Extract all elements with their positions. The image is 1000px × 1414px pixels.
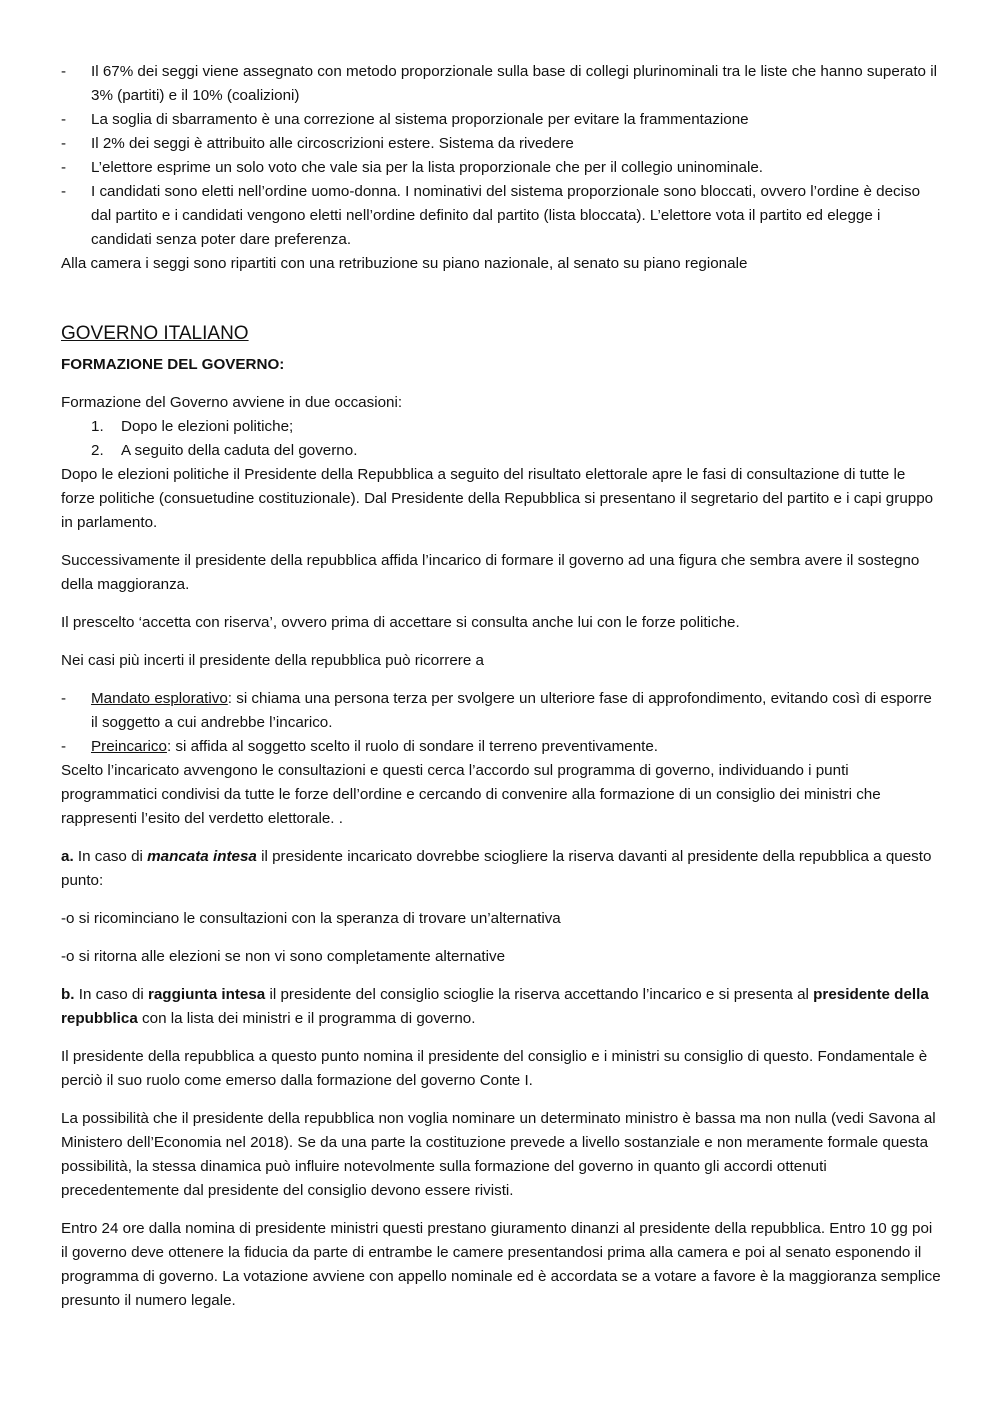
dash-marker: -: [61, 183, 67, 200]
list-item-text: Il 2% dei seggi è attribuito alle circoscrizioni estere. Sistema da rivedere: [91, 135, 574, 152]
paragraph-option-1: -o si ricominciano le consultazioni con la speranza di trovare un’alternativa: [61, 910, 561, 927]
paragraph-dopo: Dopo le elezioni politiche il Presidente della Repubblica a seguito del risultato elettorale apre le fasi di consultazione di tutte le forze politiche (consuetudine costituzionale). Dal Presidente della Repubblica si presentano il segretario del partito e i capi gruppo in parlamento.: [61, 466, 934, 531]
dash-marker: -: [61, 738, 67, 755]
list-item-text: Il 67% dei seggi viene assegnato con metodo proporzionale sulla base di collegi plurinominali tra le liste che hanno superato il 3% (partiti) e il 10% (coalizioni): [91, 63, 937, 104]
list-item-text: La soglia di sbarramento è una correzione al sistema proporzionale per evitare la frammentazione: [91, 111, 749, 128]
section-subheading: FORMAZIONE DEL GOVERNO:: [61, 356, 285, 373]
dash-marker: -: [61, 690, 67, 707]
numbered-list: [61, 415, 941, 463]
list-item-text: I candidati sono eletti nell’ordine uomo-donna. I nominativi del sistema proporzionale sono bloccati, ovvero l’ordine è deciso dal partito e i candidati vengono eletti nell’ordine definito dal partito (lista bloccata). L’elettore vota il partito ed elegge i candidati senza poter dare preferenza.: [91, 183, 921, 248]
list-item: [61, 415, 941, 439]
list-item-text: A seguito della caduta del governo.: [121, 442, 358, 459]
document-page: [61, 60, 941, 1313]
emphasis-mancata-intesa: mancata intesa: [147, 848, 257, 865]
mandate-bullet-list: [61, 687, 941, 759]
dash-marker: -: [61, 159, 67, 176]
term-preincarico: Preincarico: [91, 738, 167, 755]
emphasis-presidente-repubblica: presidente della repubblica: [61, 986, 929, 1027]
list-item: [61, 687, 941, 735]
list-item: [61, 180, 941, 252]
electoral-bullet-list: [61, 60, 941, 252]
list-number: 1.: [91, 418, 104, 435]
paragraph-possibilita: La possibilità che il presidente della repubblica non voglia nominare un determinato ministro è bassa ma non nulla (vedi Savona al Ministero dell’Economia nel 2018). Se da una parte la costituzione prevede a livello sostanziale e non meramente formale questa possibilità, la stessa dinamica può influire notevolmente sulla formazione del governo in quanto gli accordi ottenuti precedentemente dal presidente del consiglio devono essere rivisti.: [61, 1110, 936, 1199]
dash-marker: -: [61, 111, 67, 128]
list-item: [61, 108, 941, 132]
list-item-text: Dopo le elezioni politiche;: [121, 418, 294, 435]
list-item: [61, 132, 941, 156]
list-item: [61, 156, 941, 180]
list-item: [61, 439, 941, 463]
section-heading: GOVERNO ITALIANO: [61, 323, 249, 344]
paragraph-successivamente: Successivamente il presidente della repubblica affida l’incarico di formare il governo ad una figura che sembra avere il sostegno della maggioranza.: [61, 552, 920, 593]
paragraph-case-a: [61, 845, 941, 893]
list-item: [61, 735, 941, 759]
paragraph-entro: Entro 24 ore dalla nomina di presidente ministri questi prestano giuramento dinanzi al presidente della repubblica. Entro 10 gg poi il governo deve ottenere la fiducia da parte di entrambe le camere presentandosi prima alla camera e poi al senato esponendo il programma di governo. La votazione avviene con appello nominale ed è accordata se a votare a favore è la maggioranza semplice presunto il numero legale.: [61, 1220, 941, 1309]
list-item-text: : si affida al soggetto scelto il ruolo di sondare il terreno preventivamente.: [166, 738, 659, 755]
paragraph-casi: Nei casi più incerti il presidente della repubblica può ricorrere a: [61, 652, 484, 669]
paragraph-option-2: -o si ritorna alle elezioni se non vi sono completamente alternative: [61, 948, 506, 965]
list-item-text: : si chiama una persona terza per svolgere un ulteriore fase di approfondimento, evitando così di esporre il soggetto a cui andrebbe l’incarico.: [91, 690, 932, 731]
case-label: b.: [61, 986, 75, 1003]
text-fragment: con la lista dei ministri e il programma di governo.: [137, 1010, 476, 1027]
list-item: [61, 60, 941, 108]
dash-marker: -: [61, 63, 67, 80]
text-fragment: In caso di: [74, 986, 148, 1003]
emphasis-raggiunta-intesa: raggiunta intesa: [147, 986, 266, 1003]
paragraph-camera: Alla camera i seggi sono ripartiti con una retribuzione su piano nazionale, al senato su piano regionale: [61, 255, 748, 272]
list-item-text: L’elettore esprime un solo voto che vale sia per la lista proporzionale che per il collegio uninominale.: [91, 159, 764, 176]
text-fragment: il presidente del consiglio scioglie la riserva accettando l’incarico e si presenta al: [265, 986, 814, 1003]
paragraph-scelto: Scelto l’incaricato avvengono le consultazioni e questi cerca l’accordo sul programma di governo, individuando i punti programmatici condivisi da tutte le forze dell’ordine e cercando di convenire alla formazione di un consiglio dei ministri che rappresenti l’esito del verdetto elettorale. .: [61, 762, 881, 827]
paragraph-case-b: [61, 983, 941, 1031]
paragraph-nomina: Il presidente della repubblica a questo punto nomina il presidente del consiglio e i ministri su consiglio di questo. Fondamentale è perciò il suo ruolo come emerso dalla formazione del governo Conte I.: [61, 1048, 928, 1089]
paragraph-prescelto: Il prescelto ‘accetta con riserva’, ovvero prima di accettare si consulta anche lui con le forze politiche.: [61, 614, 740, 631]
paragraph-formazione: Formazione del Governo avviene in due occasioni:: [61, 394, 403, 411]
text-fragment: In caso di: [73, 848, 148, 865]
text-fragment: il presidente incaricato dovrebbe sciogliere la riserva davanti al presidente della repubblica a questo punto:: [61, 848, 932, 889]
case-label: a.: [61, 848, 74, 865]
dash-marker: -: [61, 135, 67, 152]
list-number: 2.: [91, 442, 104, 459]
term-mandato-esplorativo: Mandato esplorativo: [91, 690, 228, 707]
